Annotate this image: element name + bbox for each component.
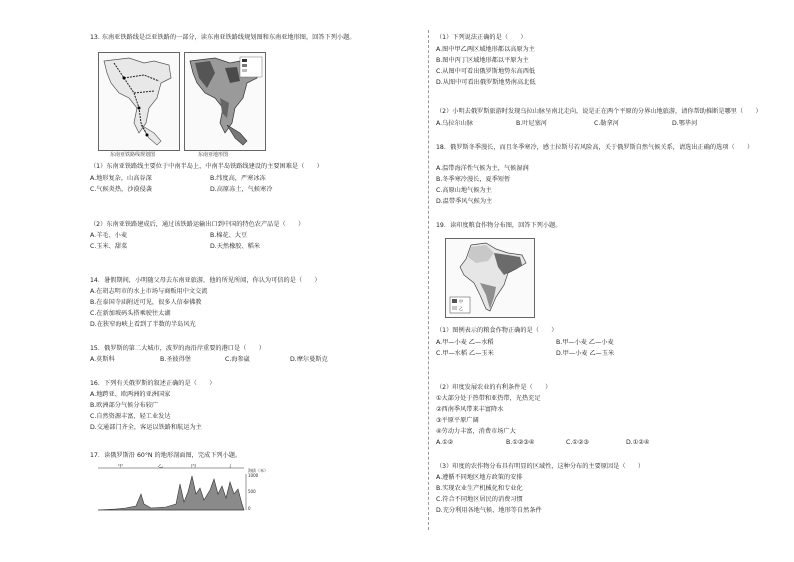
- profile-scale-1000: 1000: [248, 473, 259, 478]
- q19-sub2-opt-d: D.①②④: [626, 439, 650, 446]
- q16-opt-c: C.自然资源丰富，轻工业发达: [90, 413, 171, 420]
- q19-sub2-item-1: ①大部分处于热带和亚热带，光热充足: [436, 395, 541, 402]
- q13-sub1: （1）东南亚铁路线主要位于中南半岛上，中南半岛铁路线建设的主要困难是（ ）: [90, 163, 323, 170]
- q16-opt-a: A.地跨亚、欧两洲的亚洲国家: [90, 391, 171, 398]
- q15-opt-a: A.莫斯科: [90, 356, 115, 363]
- q14-opt-b: B.在泰国寺庙附近可见，很多人信奉佛教: [90, 299, 202, 306]
- q13-sub2: （2）东南亚铁路建成后，通过该铁路运输出口到中国的特色农产品是（ ）: [90, 221, 305, 228]
- q13-stem: 13. 东南亚铁路线是泛亚铁路的一部分，读东南亚铁路线规划图和东南亚地形图，回答下列小题。: [90, 34, 356, 41]
- railway-map-caption: 东南亚铁路线规划图: [110, 152, 156, 158]
- q13-sub1-opt-c: C.气候炎热，沙漠侵袭: [90, 186, 152, 193]
- q15-opt-c: C.海参崴: [225, 356, 250, 363]
- q18-stem: 18．俄罗斯冬季漫长，而且冬季寒冷，感士拉斯号若风险高，关于俄罗斯自然气候关系，请选出正确的选项（ ）: [436, 144, 754, 151]
- q18-opt-c: C.高原山地气候为主: [436, 187, 492, 194]
- profile-label-jia: 甲: [118, 464, 124, 469]
- q17-sub1-opt-a: A.图中甲乙两区域地形都以高原为主: [436, 46, 535, 53]
- q17-sub1: （1）下列说法正确的是（ ）: [436, 34, 527, 41]
- q13-sub2-opt-b: B.棉花、大豆: [210, 232, 248, 239]
- q19-sub3: （3）印度的农作物分布具有明显的区域性，这种分布的主要原因是（ ）: [436, 463, 645, 470]
- q19-sub3-opt-a: A.遵循不同地区地方政策的安排: [436, 474, 523, 481]
- russia-profile-figure: [96, 464, 271, 520]
- terrain-map: [184, 52, 266, 151]
- q19-sub2-item-3: ③平原平原广阔: [436, 417, 479, 424]
- q18-opt-b: B.冬季寒冷漫长，夏季短暂: [436, 176, 511, 183]
- q17-sub1-opt-c: C.从图中可看出俄罗斯地势东高西低: [436, 68, 536, 75]
- q17-sub2: （2）小明去俄罗斯旅游时发现乌拉山脉呈南北走向，说是正在两个平原的分界山地旅游，请你帮助推断是哪里（ ）: [436, 108, 762, 115]
- q15-opt-d: D.摩尔曼斯克: [290, 356, 328, 363]
- q15-opt-b: B.圣彼得堡: [160, 356, 191, 363]
- q19-sub1: （1）图例表示的粮食作物正确的是（ ）: [436, 327, 558, 334]
- q17-sub2-opt-b: B.叶尼塞河: [516, 120, 547, 127]
- q18-opt-a: A.温带海洋性气候为主，气候湿润: [436, 165, 529, 172]
- q17-sub1-opt-d: D.从图中可看出俄罗斯地势南高北低: [436, 79, 536, 86]
- q19-sub2-item-4: ④劳动力丰富，消费市场广大: [436, 428, 516, 435]
- q15-stem: 15．俄罗斯的第二大城市，波罗的海沿岸重要的港口是（ ）: [90, 345, 265, 352]
- q17-sub1-opt-b: B.图中丙丁区域地形都以平原为主: [436, 57, 529, 64]
- profile-scale-500: 500: [248, 489, 256, 494]
- q19-sub1-opt-c: C.甲—水稻 乙—玉米: [436, 350, 494, 357]
- column-divider: [428, 30, 429, 530]
- q19-sub2: （2）印度发展农业的有利条件是（ ）: [436, 384, 552, 391]
- profile-label-bing: 丙: [191, 464, 197, 469]
- q13-sub2-opt-d: D.天然橡胶、稻米: [210, 243, 261, 250]
- q19-sub2-opt-a: A.①②: [436, 439, 454, 446]
- q17-sub2-opt-c: C.勒拿河: [594, 120, 619, 127]
- railway-map-graphic: [99, 53, 179, 150]
- q14-stem: 14．暑假期间，小明随父母去东南亚旅游，他的所见所闻，你认为可信的是（ ）: [90, 277, 321, 284]
- q16-opt-d: D.交通部门齐全，客运以铁路和航运为主: [90, 424, 202, 431]
- q16-stem: 16．下列有关俄罗斯的叙述正确的是（ ）: [90, 380, 216, 387]
- q13-sub1-opt-a: A.地形复杂，山高谷深: [90, 175, 152, 182]
- russia-profile-graphic: [96, 464, 271, 520]
- q19-sub1-opt-a: A.甲—小麦 乙—水稻: [436, 339, 494, 346]
- q19-sub2-opt-c: C.①②③: [566, 439, 589, 446]
- india-crop-map-graphic: [446, 239, 534, 317]
- india-legend-yi: 乙: [459, 306, 463, 311]
- q13-sub2-opt-c: C.玉米、甜菜: [90, 243, 128, 250]
- q13-sub1-opt-b: B.纬度高，严寒冰冻: [210, 175, 266, 182]
- q13-sub1-opt-d: D.高原冻土，气候寒冷: [210, 186, 273, 193]
- q16-opt-b: B.欧洲部分气候分布较广: [90, 402, 159, 409]
- q19-sub1-opt-b: B.甲—小麦 乙—小麦: [556, 339, 614, 346]
- railway-map: [98, 52, 180, 151]
- profile-scale-0: 0: [248, 506, 251, 511]
- terrain-map-caption: 东南亚地形图: [198, 152, 229, 158]
- q19-stem: 19．读印度粮食作物分布图，回答下列小题。: [436, 222, 562, 229]
- q17-stem: 17．读俄罗斯沿 60°N 的地形剖面图，完成下列小题。: [90, 452, 242, 459]
- q18-opt-d: D.温带季风气候为主: [436, 198, 493, 205]
- terrain-map-graphic: [185, 53, 265, 150]
- q17-sub2-opt-a: A.乌拉尔山脉: [436, 120, 474, 127]
- q17-sub2-opt-d: D.鄂毕河: [672, 120, 698, 127]
- q19-sub3-opt-b: B.实现农业生产机械化和专业化: [436, 485, 523, 492]
- q19-sub1-opt-d: D.甲—小麦 乙—玉米: [556, 350, 615, 357]
- q19-sub2-item-2: ②西南季风带来丰富降水: [436, 406, 504, 413]
- profile-label-ding: 丁: [228, 464, 234, 469]
- q14-opt-a: A.在胡志明市的水上市场与商贩用中文交流: [90, 288, 208, 295]
- q13-sub2-opt-a: A.羊毛、小麦: [90, 232, 128, 239]
- profile-label-yi: 乙: [158, 464, 164, 469]
- profile-axis-label: 海拔（米）: [248, 468, 268, 473]
- q14-opt-c: C.在新加坡码头搭乘驶往太湖: [90, 310, 171, 317]
- q19-sub3-opt-c: C.符合不同地区居民的消费习惯: [436, 496, 523, 503]
- india-crop-map: [445, 238, 535, 318]
- q19-sub3-opt-d: D.充分利用各地气候、地形等自然条件: [436, 507, 542, 514]
- q19-sub2-opt-b: B.①②③④: [506, 439, 535, 446]
- q14-opt-d: D.在狭窄海峡上看到了半数的半岛风光: [90, 321, 196, 328]
- india-legend-jia: 甲: [459, 299, 463, 304]
